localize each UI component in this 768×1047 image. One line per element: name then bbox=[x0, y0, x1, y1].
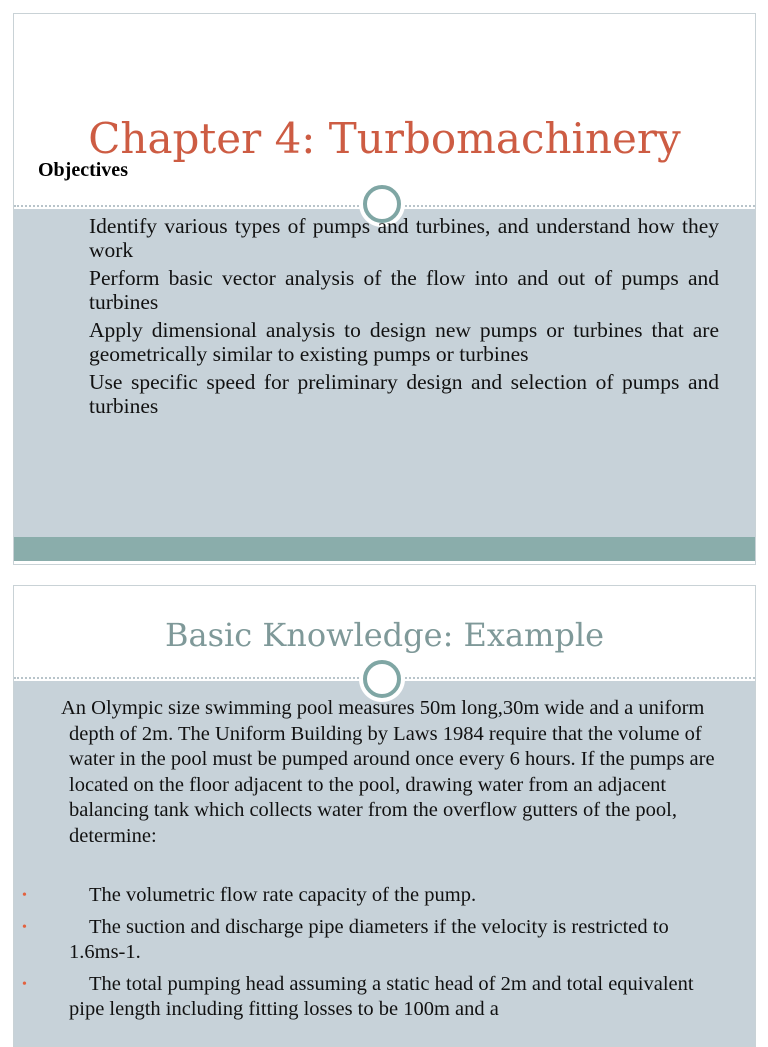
list-item: Perform basic vector analysis of the flow into and out of pumps and turbines bbox=[89, 266, 719, 314]
bullet-icon: • bbox=[22, 976, 27, 992]
list-item bbox=[22, 883, 722, 909]
list-item: Use specific speed for preliminary design and selection of pumps and turbines bbox=[89, 370, 719, 418]
bullet-icon: • bbox=[22, 919, 27, 935]
footer-bar bbox=[14, 537, 755, 561]
list-item: Identify various types of pumps and turbines, and understand how they work bbox=[89, 214, 719, 262]
tasks-list bbox=[22, 883, 722, 1029]
objectives-list bbox=[89, 214, 719, 422]
slide-title: Basic Knowledge: Example bbox=[164, 616, 605, 654]
task-text: The suction and discharge pipe diameters if the velocity is restricted to 1.6ms-1. bbox=[69, 915, 669, 963]
task-text: The total pumping head assuming a static head of 2m and total equivalent pipe length including fitting losses to be 100m and a bbox=[69, 972, 694, 1020]
problem-statement: An Olympic size swimming pool measures 50m long,30m wide and a uniform depth of 2m. The Uniform Building by Laws 1984 require that the volume of water in the pool must be pumped around once every 6 hours. If the pumps are located on the floor adjacent to the pool, drawing water from an adjacent balancing tank which collects water from the overflow gutters of the pool, determine: bbox=[61, 697, 715, 847]
page-title: Chapter 4: Turbomachinery bbox=[88, 114, 681, 163]
task-text: The volumetric flow rate capacity of the pump. bbox=[89, 884, 477, 906]
bullet-icon: • bbox=[22, 888, 27, 903]
list-item bbox=[22, 972, 722, 1023]
list-item: Apply dimensional analysis to design new pumps or turbines that are geometrically similar to existing pumps or turbines bbox=[89, 318, 719, 366]
ring-ornament-icon bbox=[363, 660, 401, 698]
objectives-label: Objectives bbox=[38, 159, 128, 181]
slide-example bbox=[13, 585, 756, 1047]
list-item bbox=[22, 915, 722, 966]
slide-objectives bbox=[13, 13, 756, 565]
